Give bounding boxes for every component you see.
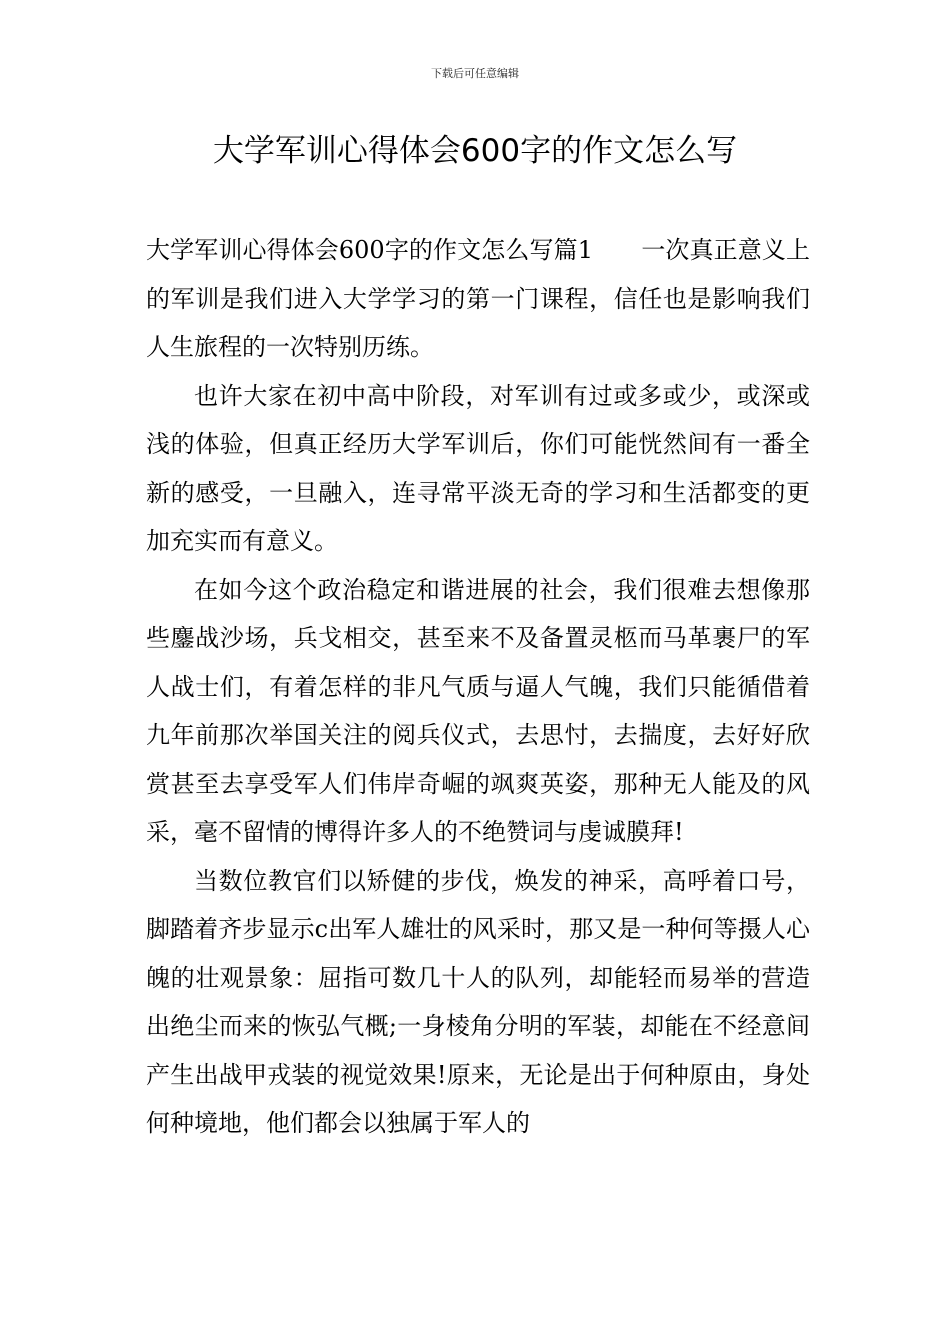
paragraph-3: 在如今这个政治稳定和谐进展的社会，我们很难去想像那些鏖战沙场，兵戈相交，甚至来不及备置灵柩而马革裹尸的军人战士们，有着怎样的非凡气质与逼人气魄，我们只能循借着九年前那次举国关注的阅兵仪式，去思忖，去揣度，去好好欣赏甚至去享受军人们伟岸奇崛的飒爽英姿，那种无人能及的风采，毫不留情的博得许多人的不绝赞词与虔诚膜拜! <box>146 575 810 846</box>
header-note: 下载后可任意编辑 <box>431 67 519 80</box>
document-body <box>146 226 810 1148</box>
paragraph-2: 也许大家在初中高中阶段，对军训有过或多或少，或深或浅的体验，但真正经历大学军训后，你们可能恍然间有一番全新的感受，一旦融入，连寻常平淡无奇的学习和生活都变的更加充实而有意义。 <box>146 381 810 555</box>
paragraph-4: 当数位教官们以矫健的步伐，焕发的神采，高呼着口号，脚踏着齐步显示c出军人雄壮的风采时，那又是一种何等摄人心魄的壮观景象：屈指可数几十人的队列，却能轻而易举的营造出绝尘而来的恢弘气概;一身棱角分明的军装，却能在不经意间产生出战甲戎装的视觉效果!原来，无论是出于何种原由，身处何种境地，他们都会以独属于军人的 <box>146 866 810 1137</box>
paragraph-1: 大学军训心得体会600字的作文怎么写篇1 一次真正意义上的军训是我们进入大学学习的第一门课程，信任也是影响我们人生旅程的一次特别历练。 <box>146 236 810 361</box>
document-title: 大学军训心得体会600字的作文怎么写 <box>212 133 738 169</box>
